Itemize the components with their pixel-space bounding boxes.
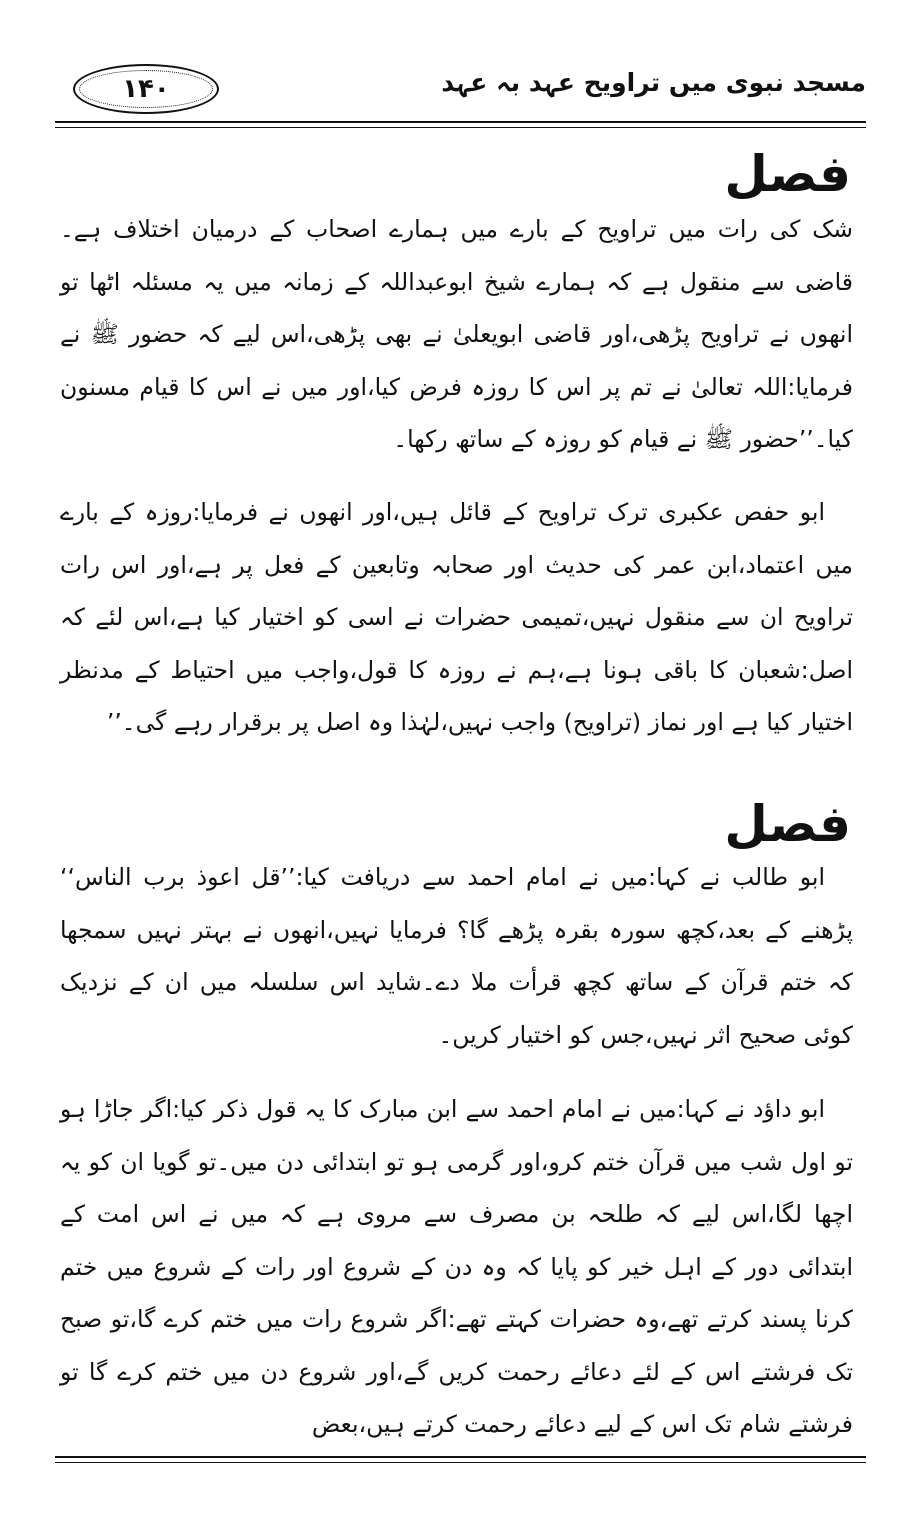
footer-rule-bottom [55,1462,866,1463]
paragraph-1: شک کی رات میں تراویح کے بارے میں ہمارے اصحاب کے درمیان اختلاف ہے۔قاضی سے منقول ہے کہ ہمارے شیخ ابوعبداللہ کے زمانہ میں یہ مسئلہ اٹھا تو انھوں نے تراویح پڑھی،اور قاضی ابویعلیٰ نے بھی پڑھی،اس لیے کہ حضور ﷺ نے فرمایا:اللہ تعالیٰ نے تم پر اس کا روزہ فرض کیا،اور میں نے اس کا قیام مسنون کیا۔’’حضور ﷺ نے قیام کو روزہ کے ساتھ رکھا۔ [60,215,853,453]
page-number-badge [73,64,219,114]
section-heading-2 [724,796,851,852]
paragraph-2: ابو حفص عکبری ترک تراویح کے قائل ہیں،اور انھوں نے فرمایا:روزہ کے بارے میں اعتماد،ابن عمر کی حدیث اور صحابہ وتابعین کے فعل پر ہے،اور اس رات تراویح ان سے منقول نہیں،تمیمی حضرات نے اسی کو اختیار کیا ہے،اس لئے کہ اصل:شعبان کا باقی ہونا ہے،ہم نے روزہ کا قول،واجب میں احتیاط کے مدنظر اختیار کیا ہے اور نماز (تراویح) واجب نہیں،لہٰذا وہ اصل پر برقرار رہے گی۔’’ [60,498,853,736]
paragraph-4: ابو داؤد نے کہا:میں نے امام احمد سے ابن مبارک کا یہ قول ذکر کیا:اگر جاڑا ہو تو اول شب میں قرآن ختم کرو،اور گرمی ہو تو ابتدائی دن میں۔تو گویا ان کو یہ اچھا لگا،اس لیے کہ طلحہ بن مصرف سے مروی ہے کہ میں نے اس امت کے ابتدائی دور کے اہل خیر کو پایا کہ وہ دن کے شروع اور رات کے شروع میں ختم کرنا پسند کرتے تھے،وہ حضرات کہتے تھے:اگر شروع رات میں ختم کرے گا،تو صبح تک فرشتے اس کے لئے دعائے رحمت کریں گے،اور شروع دن میں ختم کرے گا تو فرشتے شام تک اس کے لیے دعائے رحمت کرتے ہیں،بعض [60,1095,853,1438]
running-title: مسجد نبوی میں تراویح عہد بہ عہد [441,68,866,97]
section-heading-2-text: فصل [724,795,851,853]
header-rule-bottom [55,127,866,128]
section-heading-1-text: فصل [724,145,851,203]
header-rule-top [55,121,866,123]
page-header [55,62,866,114]
section-heading-1 [724,146,851,202]
paragraph-3: ابو طالب نے کہا:میں نے امام احمد سے دریافت کیا:’’قل اعوذ برب الناس‘‘ پڑھنے کے بعد،کچھ سورہ بقرہ پڑھے گا؟ فرمایا نہیں،انھوں نے بہتر نہیں سمجھا کہ ختم قرآن کے ساتھ کچھ قرأت ملا دے۔شاید اس سلسلہ میں ان کے نزدیک کوئی صحیح اثر نہیں،جس کو اختیار کریں۔ [60,863,853,1049]
footer-rule-top [55,1456,866,1458]
page-number: ۱۴۰ [122,74,170,104]
